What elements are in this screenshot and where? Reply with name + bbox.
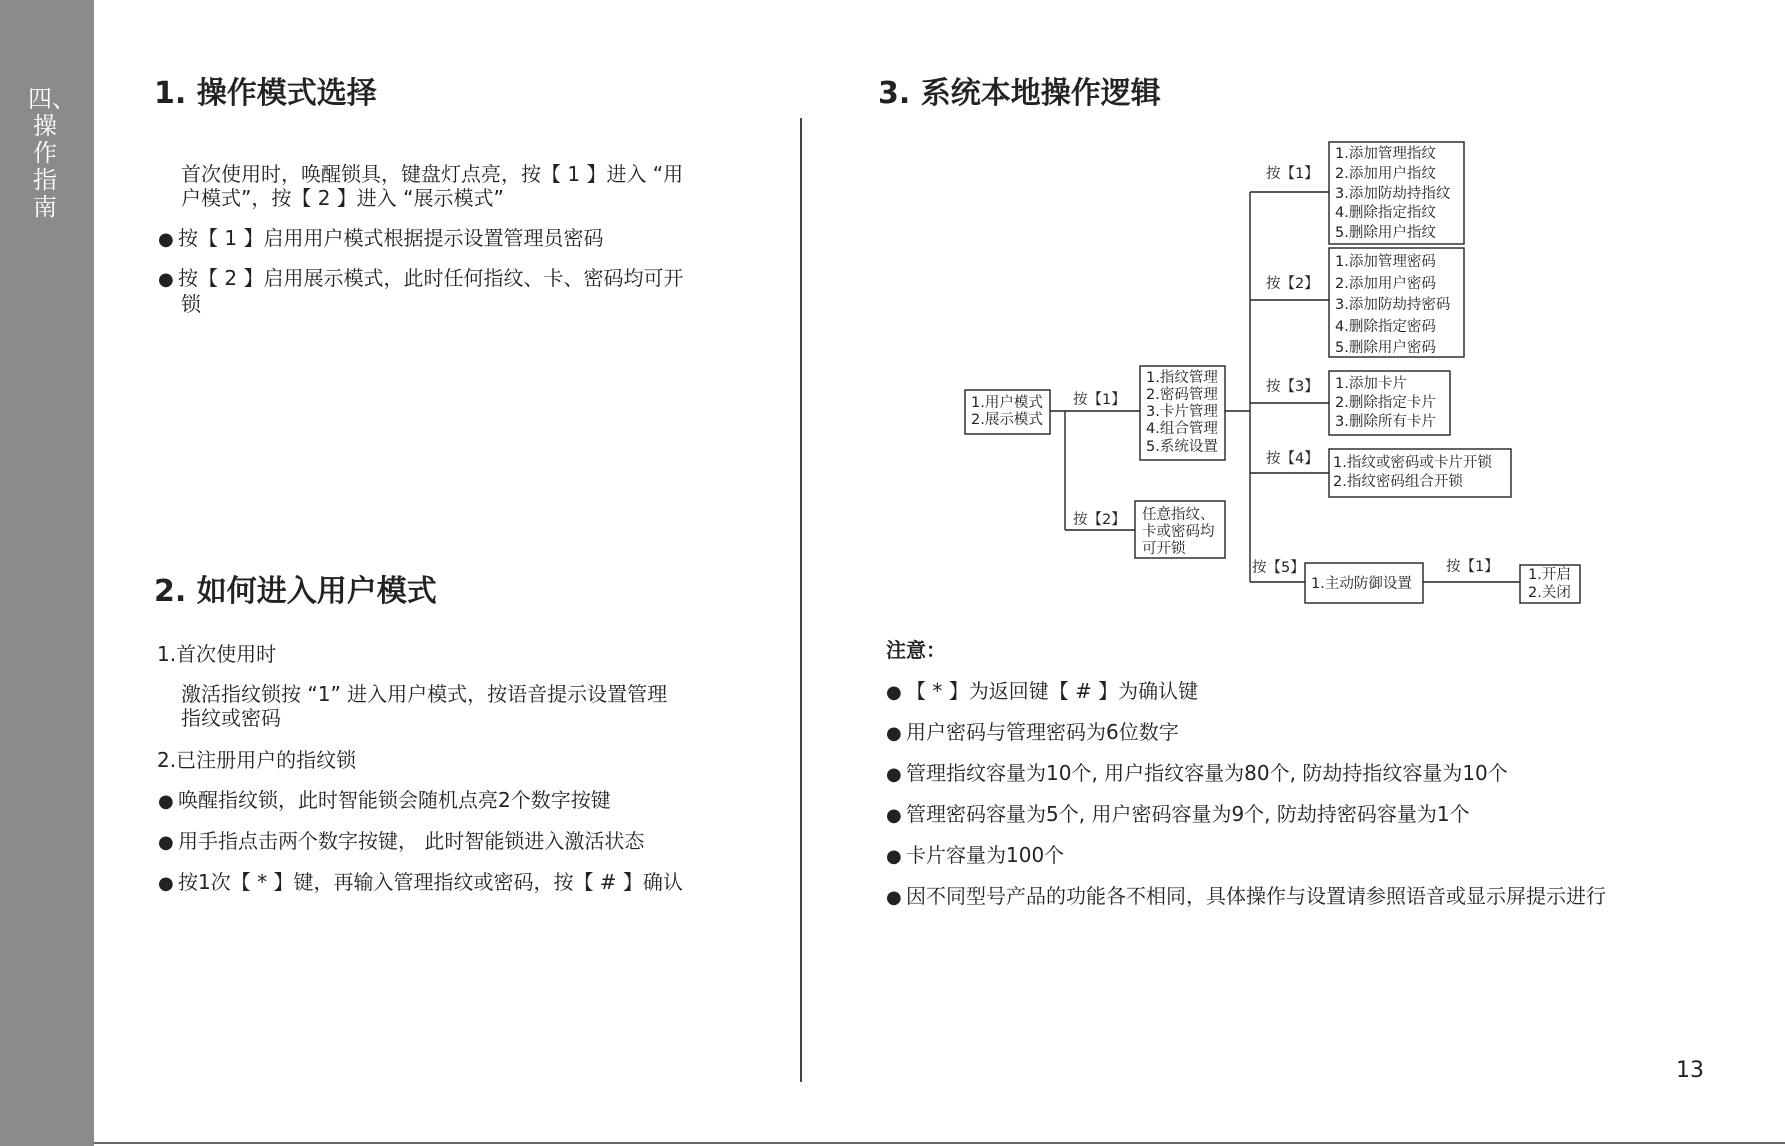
section1-bullet2-cont: 锁 — [181, 292, 201, 316]
section2-item2: 2.已注册用户的指纹锁 — [157, 748, 357, 772]
section2-item1-desc-line2: 指纹或密码 — [181, 706, 281, 730]
section2-heading: 2. 如何进入用户模式 — [154, 574, 437, 609]
note-item — [886, 884, 1606, 910]
bullet-dot: ● — [158, 269, 174, 290]
note-text: 卡片容量为100个 — [906, 843, 1065, 867]
section1-intro-line1: 首次使用时，唤醒锁具，键盘灯点亮，按【 1 】进入 “用 — [181, 162, 684, 186]
diagram-system-sub-item: 2.关闭 — [1528, 585, 1571, 601]
diagram-password-item: 4.删除指定密码 — [1335, 319, 1436, 335]
page-number: 13 — [1676, 1058, 1704, 1083]
section2-item1: 1.首次使用时 — [157, 642, 277, 666]
diagram-menu-item: 1.指纹管理 — [1146, 370, 1218, 386]
diagram-display-item: 可开锁 — [1142, 541, 1186, 557]
diagram-menu-item: 3.卡片管理 — [1146, 404, 1218, 420]
note-text: 管理指纹容量为10个, 用户指纹容量为80个, 防劫持指纹容量为10个 — [906, 761, 1508, 785]
note-item — [886, 802, 1470, 828]
section1-bullet2 — [158, 266, 748, 316]
diagram-menu-item: 4.组合管理 — [1146, 421, 1218, 437]
diagram-password-item: 2.添加用户密码 — [1335, 276, 1436, 292]
diagram-boxes — [965, 142, 1580, 603]
diagram-password-item: 1.添加管理密码 — [1335, 254, 1436, 270]
section2-bullet — [158, 788, 611, 814]
note-text: 因不同型号产品的功能各不相同，具体操作与设置请参照语音或显示屏提示进行 — [906, 884, 1606, 908]
diagram-menu-item: 2.密码管理 — [1146, 387, 1218, 403]
diagram-system-sub-item: 1.开启 — [1528, 567, 1571, 583]
section2-item1-desc — [181, 682, 741, 730]
diagram-fingerprint-item: 5.删除用户指纹 — [1335, 225, 1436, 241]
diagram-fingerprint-item: 3.添加防劫持指纹 — [1335, 186, 1451, 202]
section2-bullet — [158, 829, 644, 855]
diagram-root-item: 2.展示模式 — [971, 412, 1043, 428]
diagram-branch-label: 按【1】 — [1446, 559, 1499, 575]
section3-heading: 3. 系统本地操作逻辑 — [878, 76, 1161, 111]
section2-bullet-text: 唤醒指纹锁，此时智能锁会随机点亮2个数字按键 — [178, 788, 611, 812]
note-item — [886, 843, 1064, 869]
bullet-dot: ● — [886, 764, 902, 785]
diagram-fingerprint-item: 4.删除指定指纹 — [1335, 205, 1436, 221]
bullet-dot: ● — [886, 887, 902, 908]
section2-item1-desc-line1: 激活指纹锁按 “1” 进入用户模式，按语音提示设置管理 — [181, 682, 668, 706]
bullet-dot: ● — [158, 832, 174, 853]
bullet-dot: ● — [886, 805, 902, 826]
diagram-menu-item: 5.系统设置 — [1146, 439, 1218, 455]
diagram-combo-item: 1.指纹或密码或卡片开锁 — [1333, 455, 1492, 471]
note-text: 管理密码容量为5个, 用户密码容量为9个, 防劫持密码容量为1个 — [906, 802, 1470, 826]
diagram-combo-item: 2.指纹密码组合开锁 — [1333, 474, 1463, 490]
diagram-branch-label: 按【3】 — [1266, 379, 1319, 395]
diagram-branch-label: 按【1】 — [1266, 166, 1319, 182]
bullet-dot: ● — [158, 791, 174, 812]
bullet-dot: ● — [886, 723, 902, 744]
sidebar — [0, 0, 94, 1146]
note-item — [886, 720, 1179, 746]
diagram-branch-label: 按【1】 — [1073, 392, 1126, 408]
section1-bullet2-text: 按【 2 】启用展示模式，此时任何指纹、卡、密码均可开 — [178, 266, 684, 290]
diagram-system-item: 1.主动防御设置 — [1311, 576, 1412, 592]
sidebar-title: 四、操作指南 — [28, 85, 76, 221]
diagram-fingerprint-item: 1.添加管理指纹 — [1335, 146, 1436, 162]
bottom-rule — [94, 1142, 1785, 1144]
note-item — [886, 679, 1198, 705]
section1-intro — [181, 162, 741, 210]
section2-bullet — [158, 870, 683, 896]
diagram-card-item: 2.删除指定卡片 — [1335, 395, 1436, 411]
diagram-branch-label: 按【4】 — [1266, 451, 1319, 467]
operation-logic-diagram — [960, 138, 1600, 608]
note-item — [886, 761, 1508, 787]
section1-bullet1-text: 按【 1 】启用用户模式根据提示设置管理员密码 — [178, 226, 604, 250]
bullet-dot: ● — [158, 229, 174, 250]
diagram-password-item: 3.添加防劫持密码 — [1335, 297, 1451, 313]
diagram-card-item: 3.删除所有卡片 — [1335, 414, 1436, 430]
bullet-dot: ● — [158, 873, 174, 894]
section1-intro-line2: 户模式”，按【 2 】进入 “展示模式” — [181, 186, 504, 210]
diagram-fingerprint-item: 2.添加用户指纹 — [1335, 166, 1436, 182]
column-divider — [800, 118, 802, 1082]
diagram-branch-label: 按【5】 — [1252, 560, 1305, 576]
diagram-branch-label: 按【2】 — [1266, 276, 1319, 292]
notes-title: 注意： — [886, 638, 946, 662]
note-text: 用户密码与管理密码为6位数字 — [906, 720, 1179, 744]
section1-heading: 1. 操作模式选择 — [154, 76, 377, 111]
bullet-dot: ● — [886, 682, 902, 703]
note-text: 【 * 】为返回键【 # 】为确认键 — [906, 679, 1199, 703]
diagram-display-item: 任意指纹、 — [1142, 507, 1215, 523]
diagram-root-item: 1.用户模式 — [971, 395, 1043, 411]
diagram-card-item: 1.添加卡片 — [1335, 376, 1407, 392]
diagram-texts — [971, 145, 1571, 601]
section2-bullet-text: 用手指点击两个数字按键， 此时智能锁进入激活状态 — [178, 829, 645, 853]
section1-bullet1 — [158, 226, 603, 252]
diagram-branch-label: 按【2】 — [1073, 512, 1126, 528]
diagram-display-item: 卡或密码均 — [1142, 524, 1215, 540]
bullet-dot: ● — [886, 846, 902, 867]
section2-bullet-text: 按1次【 * 】键，再输入管理指纹或密码，按【 # 】确认 — [178, 870, 683, 894]
diagram-password-item: 5.删除用户密码 — [1335, 340, 1436, 356]
